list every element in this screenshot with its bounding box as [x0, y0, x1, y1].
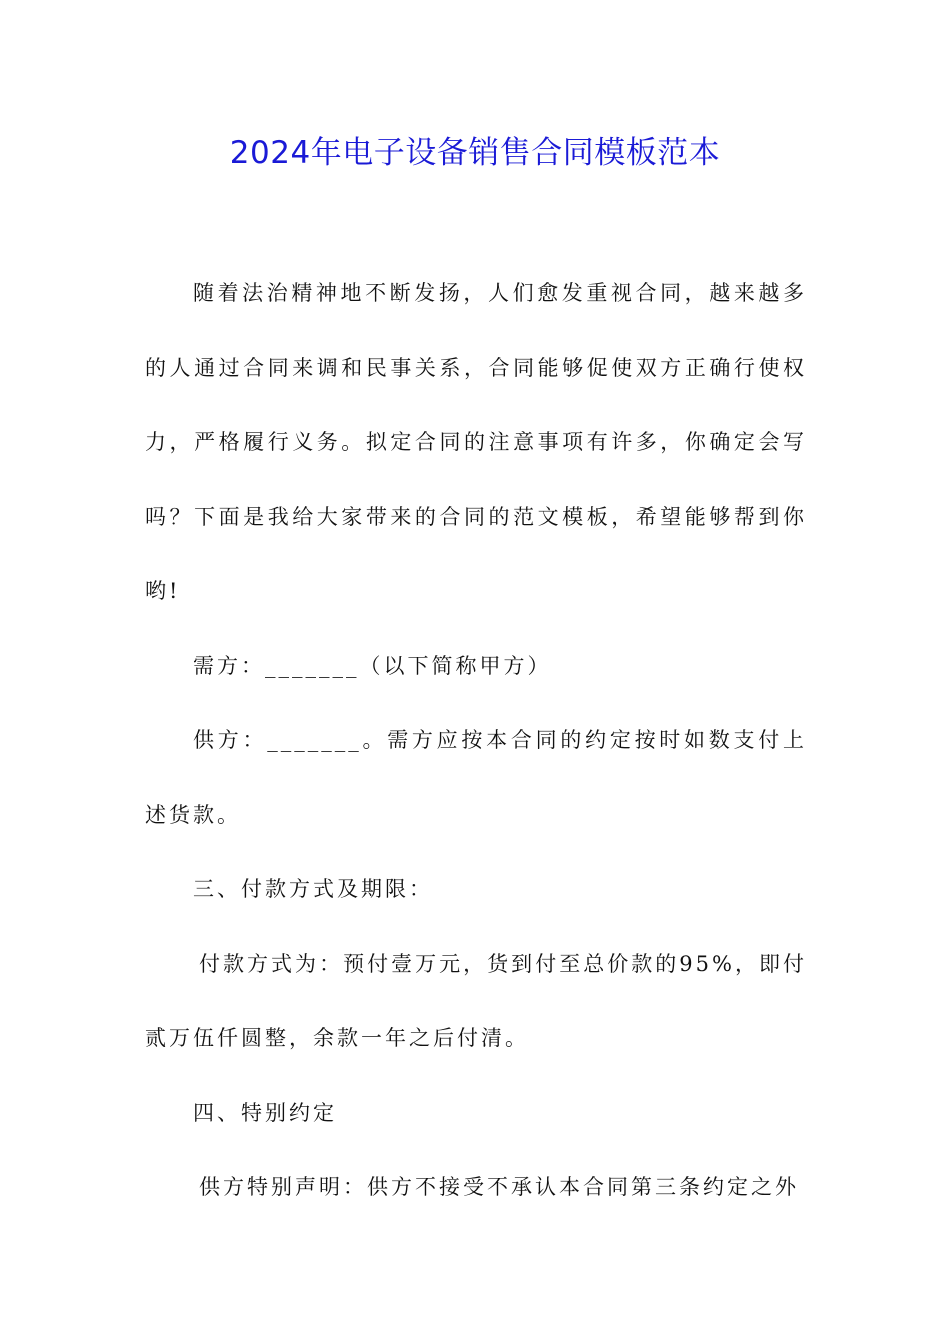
supplier-paragraph: 供方：_______。需方应按本合同的约定按时如数支付上述货款。 [145, 728, 807, 827]
intro-paragraph: 随着法治精神地不断发扬，人们愈发重视合同，越来越多的人通过合同来调和民事关系，合同能够促使双方正确行使权力，严格履行义务。拟定合同的注意事项有许多，你确定会写吗？下面是我给大家带来的合同的范文模板，希望能够帮到你哟! [145, 281, 807, 603]
section-four-heading: 四、特别约定 [193, 1100, 337, 1125]
section-three-heading: 三、付款方式及期限： [193, 877, 433, 901]
document-title: 2024年电子设备销售合同模板范本 [229, 135, 721, 171]
buyer-line: 需方：_______（以下简称甲方） [193, 653, 552, 678]
document-body [145, 256, 807, 1225]
supplier-declaration-paragraph: 供方特别声明：供方不接受不承认本合同第三条约定之外 [199, 1175, 799, 1199]
payment-method-paragraph: 付款方式为：预付壹万元，货到付至总价款的95%，即付贰万伍仟圆整，余款一年之后付清。 [145, 951, 807, 1050]
